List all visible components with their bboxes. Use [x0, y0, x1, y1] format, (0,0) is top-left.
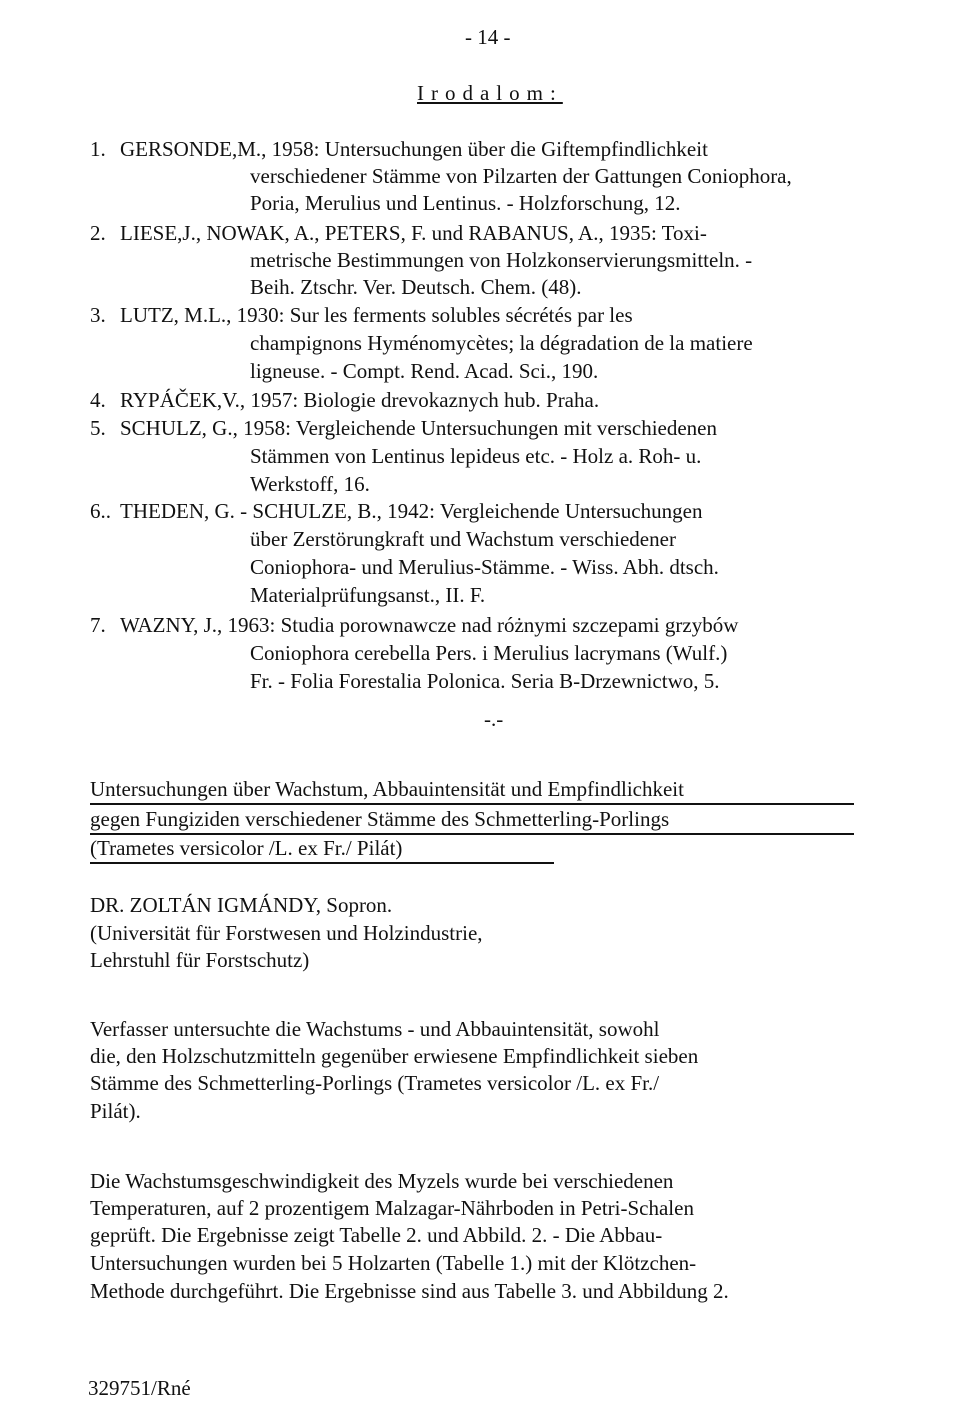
reference-line: Materialprüfungsanst., II. F. [250, 583, 486, 607]
paragraph-2-line: geprüft. Die Ergebnisse zeigt Tabelle 2. und Abbild. 2. - Die Abbau- [90, 1223, 663, 1247]
article-title-line: Untersuchungen über Wachstum, Abbauintensität und Empfindlichkeit [90, 777, 684, 801]
reference-number: 7. [90, 613, 106, 637]
reference-line: Coniophora- und Merulius-Stämme. - Wiss. Abh. dtsch. [250, 555, 719, 579]
reference-line: THEDEN, G. - SCHULZE, B., 1942: Vergleichende Untersuchungen [120, 499, 703, 523]
reference-line: verschiedener Stämme von Pilzarten der Gattungen Coniophora, [250, 164, 792, 188]
paragraph-1-line: Pilát). [90, 1099, 141, 1123]
paragraph-2-line: Untersuchungen wurden bei 5 Holzarten (Tabelle 1.) mit der Klötzchen- [90, 1251, 697, 1275]
references-heading: Irodalom: [417, 81, 563, 105]
reference-line: SCHULZ, G., 1958: Vergleichende Untersuchungen mit verschiedenen [120, 416, 718, 440]
reference-number: 6.. [90, 499, 111, 523]
reference-line: Fr. - Folia Forestalia Polonica. Seria B-Drzewnictwo, 5. [250, 669, 720, 693]
paragraph-2-line: Temperaturen, auf 2 prozentigem Malzagar-Nährboden in Petri-Schalen [90, 1196, 694, 1220]
paragraph-1-line: die, den Holzschutzmitteln gegenüber erwiesene Empfindlichkeit sieben [90, 1044, 699, 1068]
reference-line: RYPÁČEK,V., 1957: Biologie drevokaznych hub. Praha. [120, 388, 600, 412]
reference-line: ligneuse. - Compt. Rend. Acad. Sci., 190. [250, 359, 599, 383]
reference-line: metrische Bestimmungen von Holzkonservierungsmitteln. - [250, 248, 753, 272]
reference-line: LIESE,J., NOWAK, A., PETERS, F. und RABANUS, A., 1935: Toxi- [120, 221, 707, 245]
reference-line: champignons Hyménomycètes; la dégradation de la matiere [250, 331, 753, 355]
paragraph-2-line: Methode durchgeführt. Die Ergebnisse sind aus Tabelle 3. und Abbildung 2. [90, 1279, 729, 1303]
reference-number: 1. [90, 137, 106, 161]
title-underline [90, 803, 854, 805]
reference-line: Werkstoff, 16. [250, 472, 370, 496]
author-name: DR. ZOLTÁN IGMÁNDY, Sopron. [90, 893, 393, 917]
reference-number: 3. [90, 303, 106, 327]
title-underline [90, 862, 554, 864]
reference-line: Beih. Ztschr. Ver. Deutsch. Chem. (48). [250, 275, 582, 299]
article-title-line: gegen Fungiziden verschiedener Stämme des Schmetterling-Porlings [90, 807, 670, 831]
reference-number: 5. [90, 416, 106, 440]
reference-number: 2. [90, 221, 106, 245]
reference-number: 4. [90, 388, 106, 412]
reference-line: Poria, Merulius und Lentinus. - Holzforschung, 12. [250, 191, 681, 215]
reference-line: Stämmen von Lentinus lepideus etc. - Holz a. Roh- u. [250, 444, 702, 468]
author-affiliation: (Universität für Forstwesen und Holzindustrie, [90, 921, 483, 945]
paragraph-1-line: Stämme des Schmetterling-Porlings (Trametes versicolor /L. ex Fr./ [90, 1071, 660, 1095]
reference-line: über Zerstörungkraft und Wachstum verschiedener [250, 527, 676, 551]
reference-line: WAZNY, J., 1963: Studia porownawcze nad różnymi szczepami grzybów [120, 613, 739, 637]
reference-line: Coniophora cerebella Pers. i Merulius lacrymans (Wulf.) [250, 641, 728, 665]
article-title-line: (Trametes versicolor /L. ex Fr./ Pilát) [90, 836, 403, 860]
page-number: - 14 - [465, 25, 511, 49]
reference-line: LUTZ, M.L., 1930: Sur les ferments solubles sécrétés par les [120, 303, 633, 327]
document-code: 329751/Rné [88, 1376, 191, 1400]
paragraph-2-line: Die Wachstumsgeschwindigkeit des Myzels wurde bei verschiedenen [90, 1169, 674, 1193]
paragraph-1-line: Verfasser untersuchte die Wachstums - und Abbauintensität, sowohl [90, 1017, 660, 1041]
section-separator: -.- [484, 707, 504, 731]
reference-line: GERSONDE,M., 1958: Untersuchungen über die Giftempfindlichkeit [120, 137, 708, 161]
author-department: Lehrstuhl für Forstschutz) [90, 948, 310, 972]
